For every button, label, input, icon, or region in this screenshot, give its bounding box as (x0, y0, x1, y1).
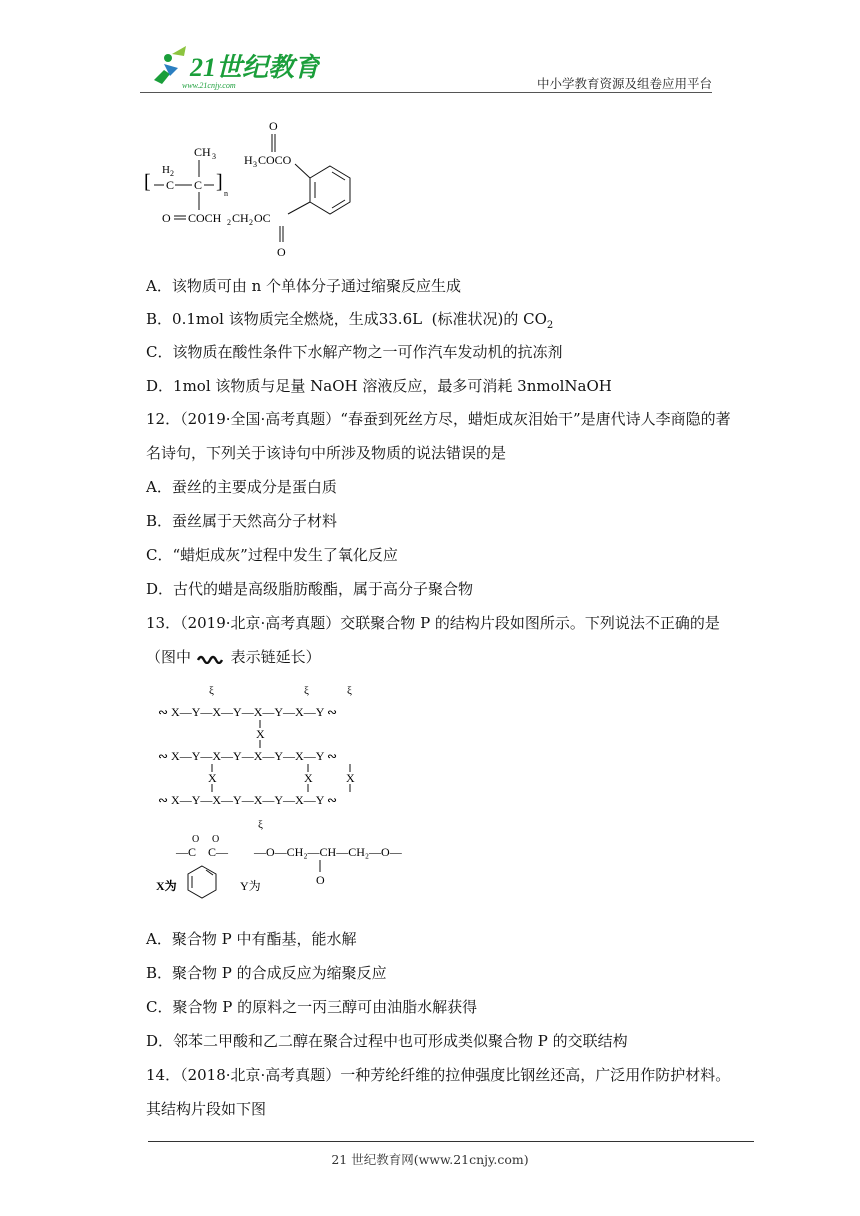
q12-stem-line2: 名诗句，下列关于该诗句中所涉及物质的说法错误的是 (146, 444, 507, 462)
svg-text:O: O (269, 119, 278, 133)
runner-icon (154, 46, 186, 84)
svg-text:O: O (192, 834, 200, 845)
q12-option-b: B．蚕丝属于天然高分子材料 (146, 512, 338, 530)
svg-text:ξ: ξ (209, 685, 214, 697)
svg-text:2: 2 (227, 218, 231, 227)
svg-text:—O—CH₂—CH—CH₂—O—: —O—CH₂—CH—CH₂—O— (254, 845, 402, 859)
svg-text:C: C (166, 178, 175, 192)
svg-text:O: O (212, 834, 220, 845)
svg-text:COCO: COCO (258, 153, 292, 167)
svg-text:X: X (304, 771, 313, 785)
q13-network-figure (150, 680, 410, 924)
svg-text:ξ: ξ (347, 685, 352, 697)
q12-stem-line1: 12．（2019·全国·高考真题）“春蚕到死丝方尽，蜡炬成灰泪始干”是唐代诗人李商隐的著 (146, 410, 731, 428)
svg-text:O: O (162, 211, 171, 225)
footer-text: 21 世纪教育网(www.21cnjy.com) (331, 1152, 529, 1167)
svg-text:CH: CH (194, 145, 211, 159)
svg-text:]: ] (216, 171, 223, 193)
svg-text:OC: OC (254, 211, 271, 225)
q12-option-a: A．蚕丝的主要成分是蛋白质 (146, 478, 337, 496)
svg-text:2: 2 (170, 169, 174, 178)
q14-stem-line1: 14．（2018·北京·高考真题）一种芳纶纤维的拉伸强度比钢丝还高，广泛用作防护材料。 (146, 1066, 731, 1084)
q11-option-b: B．0.1mol 该物质完全燃烧，生成33.6L (标准状况)的 $CO_2$ (146, 310, 554, 331)
svg-text:X: X (208, 771, 217, 785)
svg-text:∾ X—Y—X—Y—X—Y—X—Y ∾: ∾ X—Y—X—Y—X—Y—X—Y ∾ (158, 793, 337, 807)
svg-text:—C: —C (176, 845, 197, 859)
svg-text:COCH: COCH (188, 211, 222, 225)
q11-option-c: C．该物质在酸性条件下水解产物之一可作汽车发动机的抗冻剂 (146, 343, 563, 361)
svg-text:3: 3 (253, 160, 257, 169)
q11-option-d: D．1mol 该物质与足量 NaOH 溶液反应，最多可消耗 3nmolNaOH (146, 377, 612, 395)
q14-stem-line2: 其结构片段如下图 (146, 1100, 267, 1118)
q13-option-d: D．邻苯二甲酸和乙二醇在聚合过程中也可形成类似聚合物 P 的交联结构 (146, 1032, 628, 1050)
svg-text:X: X (346, 771, 355, 785)
q12-option-c: C．“蜡炬成灰”过程中发生了氧化反应 (146, 546, 398, 564)
svg-text:∾ X—Y—X—Y—X—Y—X—Y ∾: ∾ X—Y—X—Y—X—Y—X—Y ∾ (158, 705, 337, 719)
wavy-chain-icon (196, 652, 226, 664)
svg-text:n: n (224, 189, 228, 198)
site-logo (140, 40, 320, 92)
svg-text:[: [ (144, 171, 151, 193)
logo-text: 21世纪教育 (190, 53, 320, 82)
svg-text:CH: CH (232, 211, 249, 225)
q13-stem-line2: （图中 表示链延长） (146, 648, 321, 666)
svg-text:∾ X—Y—X—Y—X—Y—X—Y ∾: ∾ X—Y—X—Y—X—Y—X—Y ∾ (158, 749, 337, 763)
q11-option-a: A．该物质可由 n 个单体分子通过缩聚反应生成 (146, 277, 462, 295)
q13-option-b: B．聚合物 P 的合成反应为缩聚反应 (146, 964, 387, 982)
q11-structure-figure (140, 116, 370, 270)
svg-text:X: X (256, 727, 265, 741)
svg-text:O: O (316, 873, 325, 887)
x-definition-label: X为 (156, 879, 177, 893)
svg-text:O: O (277, 245, 286, 259)
svg-text:ξ: ξ (304, 685, 309, 697)
logo-url: www.21cnjy.com (182, 81, 236, 90)
svg-text:3: 3 (212, 152, 216, 161)
q13-stem-line1: 13．（2019·北京·高考真题）交联聚合物 P 的结构片段如图所示。下列说法不正确的是 (146, 614, 720, 632)
svg-text:H: H (244, 153, 253, 167)
q13-option-c: C．聚合物 P 的原料之一丙三醇可由油脂水解获得 (146, 998, 478, 1016)
svg-text:2: 2 (249, 218, 253, 227)
svg-text:H: H (162, 164, 170, 176)
header-divider (140, 92, 712, 93)
site-name: 中小学教育资源及组卷应用平台 (536, 76, 712, 91)
svg-text:ξ: ξ (258, 819, 263, 831)
svg-text:C—: C— (208, 845, 229, 859)
q13-option-a: A．聚合物 P 中有酯基，能水解 (146, 930, 357, 948)
footer-divider (148, 1141, 754, 1142)
svg-text:C: C (194, 178, 203, 192)
q12-option-d: D．古代的蜡是高级脂肪酸酯，属于高分子聚合物 (146, 580, 474, 598)
y-definition-label: Y为 (240, 879, 261, 893)
